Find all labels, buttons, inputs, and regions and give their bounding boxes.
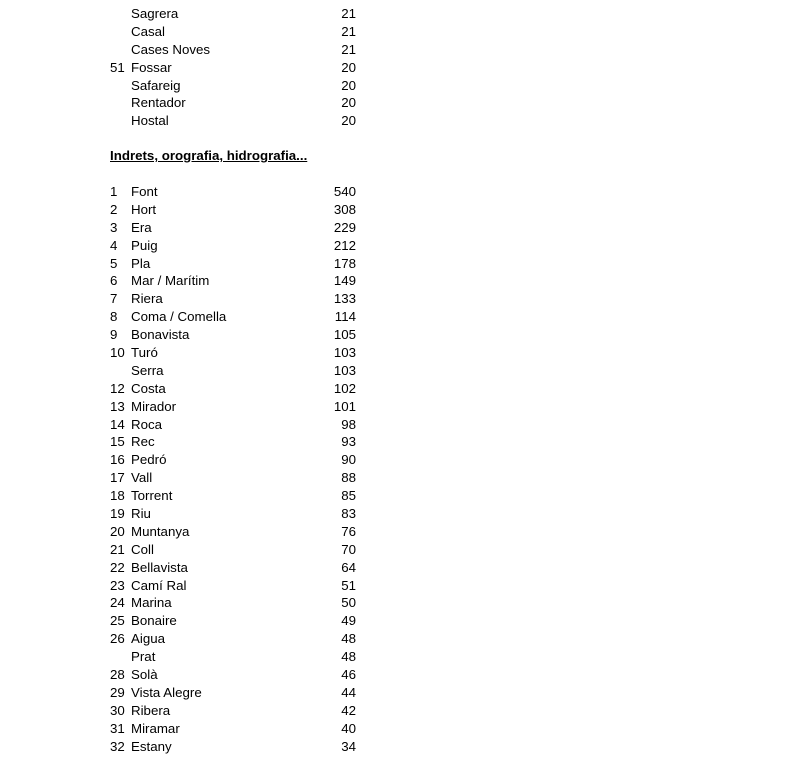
item-count: 149: [333, 273, 356, 289]
list-item: [110, 523, 360, 541]
item-name: Bellavista: [131, 559, 188, 575]
list-item: [110, 344, 360, 362]
item-name: Pla: [131, 255, 151, 271]
list-item: [110, 559, 360, 577]
list-item: [110, 59, 360, 77]
list-item: [110, 362, 360, 380]
list-item: [110, 666, 360, 684]
item-count: 20: [341, 59, 356, 75]
item-count: 98: [341, 416, 356, 432]
item-name: Prat: [131, 649, 156, 665]
list-item: [110, 201, 360, 219]
item-rank: 24: [110, 595, 125, 611]
main-list: [110, 183, 360, 756]
item-name: Mar / Marítim: [131, 273, 210, 289]
item-rank: 22: [110, 559, 125, 575]
item-count: 46: [341, 667, 356, 683]
item-name: Ribera: [131, 702, 171, 718]
item-name: Muntanya: [131, 523, 190, 539]
item-count: 64: [341, 559, 356, 575]
item-name: Hostal: [131, 113, 169, 129]
list-item: [110, 487, 360, 505]
item-count: 308: [333, 201, 356, 217]
item-name: Vista Alegre: [131, 684, 202, 700]
item-rank: 14: [110, 416, 125, 432]
item-count: 42: [341, 702, 356, 718]
item-name: Font: [131, 184, 158, 199]
item-rank: 6: [110, 273, 118, 289]
item-count: 105: [333, 327, 356, 343]
item-count: 21: [341, 6, 356, 21]
item-name: Rec: [131, 434, 155, 450]
list-item: [110, 720, 360, 738]
item-rank: 2: [110, 201, 118, 217]
item-name: Aigua: [131, 631, 166, 647]
item-rank: 7: [110, 291, 118, 307]
list-item: [110, 183, 360, 201]
item-count: 20: [341, 77, 356, 93]
item-rank: 23: [110, 577, 125, 593]
item-count: 540: [333, 184, 356, 199]
item-rank: 28: [110, 667, 125, 683]
item-rank: 5: [110, 255, 118, 271]
item-count: 21: [341, 23, 356, 39]
list-item: [110, 738, 360, 756]
item-rank: 19: [110, 506, 125, 522]
item-count: 34: [341, 738, 356, 754]
list-item: [110, 702, 360, 720]
list-item: [110, 94, 360, 112]
item-rank: 3: [110, 219, 118, 235]
item-name: Estany: [131, 738, 172, 754]
item-count: 178: [333, 255, 356, 271]
item-count: 101: [333, 398, 356, 414]
item-rank: 51: [110, 59, 125, 75]
list-item: [110, 380, 360, 398]
item-name: Fossar: [131, 59, 172, 75]
item-count: 51: [341, 577, 356, 593]
list-item: [110, 612, 360, 630]
item-name: Coma / Comella: [131, 309, 227, 325]
item-rank: 18: [110, 488, 125, 504]
item-count: 70: [341, 541, 356, 557]
list-item: [110, 237, 360, 255]
top-list: [110, 5, 360, 130]
list-item: [110, 541, 360, 559]
item-name: Vall: [131, 470, 153, 486]
item-rank: 1: [110, 184, 118, 199]
item-rank: 31: [110, 720, 125, 736]
item-count: 229: [333, 219, 356, 235]
item-rank: 21: [110, 541, 125, 557]
list-item: [110, 398, 360, 416]
item-name: Cases Noves: [131, 41, 211, 57]
list-item: [110, 577, 360, 595]
item-name: Puig: [131, 237, 158, 253]
list-item: [110, 255, 360, 273]
list-item: [110, 77, 360, 95]
item-name: Torrent: [131, 488, 173, 504]
list-item: [110, 272, 360, 290]
item-count: 103: [333, 362, 356, 378]
item-count: 20: [341, 95, 356, 111]
list-item: [110, 290, 360, 308]
section-heading: Indrets, orografia, hidrografia...: [110, 148, 308, 163]
list-item: [110, 594, 360, 612]
item-count: 212: [333, 237, 356, 253]
list-item: [110, 219, 360, 237]
item-count: 49: [341, 613, 356, 629]
item-name: Riera: [131, 291, 163, 307]
item-name: Sagrera: [131, 6, 179, 21]
list-item: [110, 469, 360, 487]
item-name: Coll: [131, 541, 154, 557]
list-item: [110, 326, 360, 344]
item-rank: 26: [110, 631, 125, 647]
item-count: 40: [341, 720, 356, 736]
item-count: 83: [341, 506, 356, 522]
list-item: [110, 648, 360, 666]
item-rank: 16: [110, 452, 125, 468]
list-item: [110, 630, 360, 648]
list-item: [110, 308, 360, 326]
item-name: Serra: [131, 362, 164, 378]
item-rank: 17: [110, 470, 125, 486]
item-count: 88: [341, 470, 356, 486]
item-name: Bonavista: [131, 327, 190, 343]
list-item: [110, 41, 360, 59]
item-name: Era: [131, 219, 152, 235]
item-name: Solà: [131, 667, 158, 683]
item-count: 50: [341, 595, 356, 611]
item-name: Riu: [131, 506, 151, 522]
item-count: 93: [341, 434, 356, 450]
item-count: 44: [341, 684, 356, 700]
item-count: 133: [333, 291, 356, 307]
item-rank: 25: [110, 613, 125, 629]
item-name: Rentador: [131, 95, 186, 111]
list-item: [110, 451, 360, 469]
item-rank: 8: [110, 309, 118, 325]
item-rank: 20: [110, 523, 125, 539]
item-name: Pedró: [131, 452, 167, 468]
item-rank: 13: [110, 398, 125, 414]
item-name: Roca: [131, 416, 163, 432]
item-name: Mirador: [131, 398, 177, 414]
item-name: Safareig: [131, 77, 181, 93]
item-rank: 12: [110, 380, 125, 396]
item-rank: 9: [110, 327, 118, 343]
list-item: [110, 505, 360, 523]
item-name: Camí Ral: [131, 577, 187, 593]
item-name: Turó: [131, 345, 158, 361]
list-item: [110, 5, 360, 23]
item-count: 85: [341, 488, 356, 504]
list-item: [110, 433, 360, 451]
item-name: Casal: [131, 23, 165, 39]
list-item: [110, 416, 360, 434]
item-name: Costa: [131, 380, 166, 396]
item-rank: 15: [110, 434, 125, 450]
item-rank: 32: [110, 738, 125, 754]
item-count: 20: [341, 113, 356, 129]
item-count: 102: [333, 380, 356, 396]
item-count: 114: [334, 309, 356, 325]
item-rank: 30: [110, 702, 125, 718]
list-item: [110, 684, 360, 702]
item-name: Marina: [131, 595, 172, 611]
list-item: [110, 112, 360, 130]
item-rank: 10: [110, 345, 125, 361]
item-count: 90: [341, 452, 356, 468]
item-name: Bonaire: [131, 613, 177, 629]
item-count: 76: [341, 523, 356, 539]
item-count: 48: [341, 631, 356, 647]
item-rank: 29: [110, 684, 125, 700]
item-rank: 4: [110, 237, 118, 253]
item-count: 21: [341, 41, 356, 57]
list-item: [110, 23, 360, 41]
item-count: 48: [341, 649, 356, 665]
item-name: Hort: [131, 201, 157, 217]
item-name: Miramar: [131, 720, 180, 736]
item-count: 103: [333, 345, 356, 361]
